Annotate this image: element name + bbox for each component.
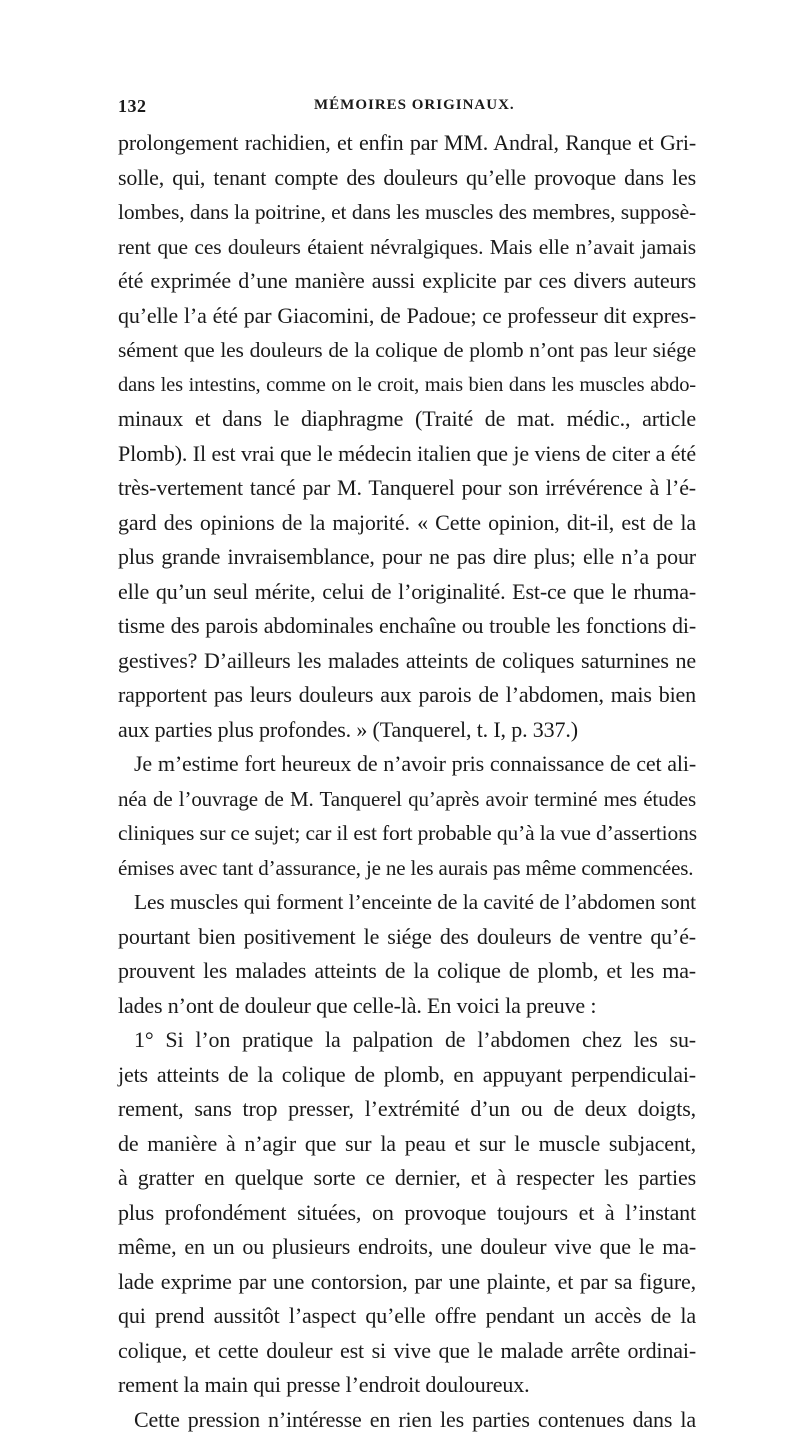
text-line: plus profondément situées, on provoque toujours et à l’instant bbox=[118, 1196, 696, 1231]
text-line: même, en un ou plusieurs endroits, une douleur vive que le ma- bbox=[118, 1230, 696, 1265]
text-line: jets atteints de la colique de plomb, en appuyant perpendiculai- bbox=[118, 1058, 696, 1093]
text-line: à gratter en quelque sorte ce dernier, et à respecter les parties bbox=[118, 1161, 696, 1196]
text-line: Plomb). Il est vrai que le médecin italien que je viens de citer a été bbox=[118, 437, 696, 472]
text-line: elle qu’un seul mérite, celui de l’originalité. Est-ce que le rhuma- bbox=[118, 575, 696, 610]
text-line: été exprimée d’une manière aussi explicite par ces divers auteurs bbox=[118, 264, 696, 299]
text-line: tisme des parois abdominales enchaîne ou trouble les fonctions di- bbox=[118, 609, 696, 644]
text-line: plus grande invraisemblance, pour ne pas dire plus; elle n’a pour bbox=[118, 540, 696, 575]
text-line: qui prend aussitôt l’aspect qu’elle offre pendant un accès de la bbox=[118, 1299, 696, 1334]
text-line: dans les intestins, comme on le croit, mais bien dans les muscles abdo- bbox=[118, 368, 696, 403]
running-header bbox=[118, 96, 698, 118]
page-number: 132 bbox=[118, 96, 147, 117]
text-line: de manière à n’agir que sur la peau et sur le muscle subjacent, bbox=[118, 1127, 696, 1162]
text-line: solle, qui, tenant compte des douleurs qu’elle provoque dans les bbox=[118, 161, 696, 196]
text-line: prouvent les malades atteints de la colique de plomb, et les ma- bbox=[118, 954, 696, 989]
text-line: qu’elle l’a été par Giacomini, de Padoue; ce professeur dit expres- bbox=[118, 299, 696, 334]
text-line: Les muscles qui forment l’enceinte de la cavité de l’abdomen sont bbox=[118, 885, 696, 920]
text-line: minaux et dans le diaphragme (Traité de mat. médic., article bbox=[118, 402, 696, 437]
text-line: pourtant bien positivement le siége des douleurs de ventre qu’é- bbox=[118, 920, 696, 955]
text-line: sément que les douleurs de la colique de plomb n’ont pas leur siége bbox=[118, 333, 696, 368]
text-line: rement, sans trop presser, l’extrémité d’un ou de deux doigts, bbox=[118, 1092, 696, 1127]
text-line: rent que ces douleurs étaient névralgiques. Mais elle n’avait jamais bbox=[118, 230, 696, 265]
text-line: lombes, dans la poitrine, et dans les muscles des membres, supposè- bbox=[118, 195, 696, 230]
text-line: émises avec tant d’assurance, je ne les aurais pas même commencées. bbox=[118, 851, 696, 886]
text-line: rapportent pas leurs douleurs aux parois de l’abdomen, mais bien bbox=[118, 678, 696, 713]
body-text bbox=[118, 126, 696, 1437]
text-line: lade exprime par une contorsion, par une plainte, et par sa figure, bbox=[118, 1265, 696, 1300]
text-line: cliniques sur ce sujet; car il est fort probable qu’à la vue d’assertions bbox=[118, 816, 696, 851]
text-line: lades n’ont de douleur que celle-là. En voici la preuve : bbox=[118, 989, 696, 1024]
text-line: Je m’estime fort heureux de n’avoir pris connaissance de cet ali- bbox=[118, 747, 696, 782]
text-line: aux parties plus profondes. » (Tanquerel, t. I, p. 337.) bbox=[118, 713, 696, 748]
text-line: colique, et cette douleur est si vive que le malade arrête ordinai- bbox=[118, 1334, 696, 1369]
text-line: rement la main qui presse l’endroit douloureux. bbox=[118, 1368, 696, 1403]
text-line: prolongement rachidien, et enfin par MM. Andral, Ranque et Gri- bbox=[118, 126, 696, 161]
text-line: 1° Si l’on pratique la palpation de l’abdomen chez les su- bbox=[118, 1023, 696, 1058]
text-line: néa de l’ouvrage de M. Tanquerel qu’après avoir terminé mes études bbox=[118, 782, 696, 817]
text-line: gestives? D’ailleurs les malades atteints de coliques saturnines ne bbox=[118, 644, 696, 679]
text-line: très-vertement tancé par M. Tanquerel pour son irrévérence à l’é- bbox=[118, 471, 696, 506]
running-title: MÉMOIRES ORIGINAUX. bbox=[314, 97, 515, 114]
text-line: gard des opinions de la majorité. « Cette opinion, dit-il, est de la bbox=[118, 506, 696, 541]
text-line: Cette pression n’intéresse en rien les parties contenues dans la bbox=[118, 1403, 696, 1437]
